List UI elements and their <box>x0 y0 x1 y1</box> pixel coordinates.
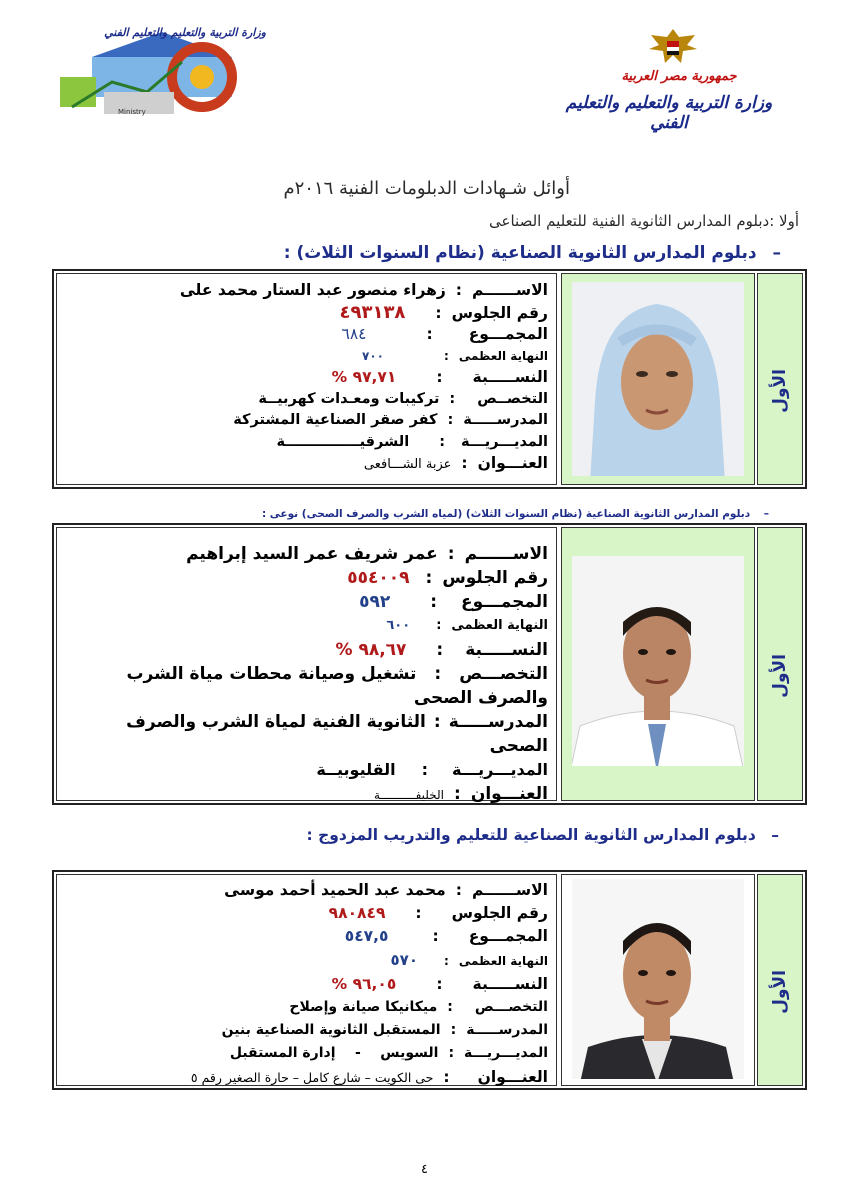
percentage: ٩٧,٧١ % <box>331 368 397 386</box>
photo-cell <box>561 527 755 801</box>
total-row: المجمـــوع : ٦٨٤ <box>65 324 548 346</box>
ministry-name: وزارة التربية والتعليم والتعليم الفني <box>565 93 773 133</box>
pct-label: النســـــبة <box>465 640 548 660</box>
rank-cell <box>757 273 803 485</box>
page-number: ٤ <box>421 1162 428 1177</box>
percentage: ٩٨,٦٧ % <box>335 640 407 660</box>
address: عزبة الشـــافعى <box>363 457 452 472</box>
total-score: ٥٩٢ <box>359 592 391 612</box>
section-heading-3 <box>307 826 779 844</box>
pct-row: النســـــبة : ٩٨,٦٧ % <box>335 640 548 660</box>
spec-row: التخصــص : تركيبات ومعـدات كهربيــة <box>65 389 548 411</box>
school-label: المدرســـــة <box>466 1022 548 1039</box>
directorate-row: المديـــريـــة : السويس - إدارة المستقبل <box>65 1042 548 1065</box>
name-row: الاســــــم : زهراء منصور عبد الستار محمد على <box>65 280 548 302</box>
total-row: المجمـــوع : ٥٤٧,٥ <box>65 925 548 948</box>
directorate: السويس - إدارة المستقبل <box>229 1045 439 1062</box>
republic-name: جمهورية مصر العربية <box>621 69 737 84</box>
name-label: الاســــــم <box>464 544 548 564</box>
section-text: دبلوم المدارس الثانوية الصناعية (نظام السنوات الثلاث) (لمياه الشرب والصرف الصحى) نوعى : <box>261 508 751 520</box>
first-line: أولا :دبلوم المدارس الثانوية الفنية للتعليم الصناعى <box>489 212 799 230</box>
seat-number: ٥٥٤٠٠٩ <box>347 568 410 588</box>
section-heading-1 <box>284 243 781 263</box>
section-dash: – <box>772 243 781 263</box>
max-label: النهاية العظمى <box>458 953 548 968</box>
school-row: المدرســـــة : المستقبل الثانوية الصناعية بنين <box>65 1019 548 1042</box>
spec-label: التخصـــص <box>459 664 548 684</box>
rank-label: الأول <box>770 369 790 413</box>
address-label: العنـــوان <box>477 454 548 472</box>
section-text: دبلوم المدارس الثانوية الصناعية (نظام السنوات الثلاث) : <box>283 243 757 263</box>
address: الخليفــــــــــة <box>374 788 444 802</box>
ministry-logo-right <box>549 25 789 133</box>
name-row: الاســــــم : محمد عبد الحميد أحمد موسى <box>65 879 548 902</box>
total-label: المجمـــوع <box>461 592 548 612</box>
total-label: المجمـــوع <box>468 927 548 946</box>
spec-row: التخصـــص : ميكانيكا صيانة وإصلاح <box>65 996 548 1019</box>
address-label: العنـــوان <box>477 1067 548 1086</box>
total-label: المجمـــوع <box>468 325 548 343</box>
address: حى الكويت – شارع كامل – حارة الصغير رقم ٥ <box>190 1069 434 1085</box>
seat-row: رقم الجلوس : ٩٨٠٨٤٩ <box>65 902 548 925</box>
rank-label: الأول <box>770 970 790 1014</box>
pct-label: النســـــبة <box>472 368 548 386</box>
school-name: الثانوية الفنية لمياة الشرب والصرف الصحى <box>126 712 548 756</box>
directorate-label: المديـــريـــة <box>461 433 548 450</box>
max-row: النهاية العظمى : ٥٧٠ <box>65 949 548 973</box>
directorate: القليوبيــة <box>316 760 396 779</box>
student-name: زهراء منصور عبد الستار محمد على <box>179 281 446 299</box>
photo-cell <box>561 273 755 485</box>
directorate-row: المديـــريـــة : القليوبيــة <box>65 758 548 782</box>
eagle-emblem-icon <box>643 25 703 69</box>
photo-cell <box>561 874 755 1086</box>
seat-row: رقم الجلوس : ٤٩٣١٣٨ <box>339 301 548 323</box>
spec-label: التخصــص <box>477 390 548 407</box>
rank-cell <box>757 874 803 1086</box>
directorate-row: المديـــريـــة : الشرقيـــــــــــــــة <box>65 432 548 454</box>
student-card-3 <box>52 870 807 1090</box>
pct-row: النســـــبة : ٩٦,٠٥ % <box>65 973 548 996</box>
directorate-label: المديـــريـــة <box>452 760 548 779</box>
name-row: الاســــــم : عمر شريف عمر السيد إبراهيم <box>186 544 548 564</box>
address-row: العنـــوان : حى الكويت – شارع كامل – حارة الصغير رقم ٥ <box>65 1066 548 1089</box>
school-label: المدرســـــة <box>463 412 548 428</box>
total-score: ٦٨٤ <box>341 325 367 343</box>
ministry-logo-left <box>52 22 274 122</box>
spec-row: التخصـــص:تشغيل وصيانة محطات مياة الشرب والصرف الصحى <box>126 664 548 708</box>
max-label: النهاية العظمى <box>458 348 548 363</box>
seat-label: رقم الجلوس <box>442 568 548 588</box>
student-card-2 <box>52 523 807 805</box>
rank-cell <box>757 527 803 801</box>
section-heading-2 <box>262 508 769 520</box>
max-row: النهاية العظمى : ٧٠٠ <box>65 346 548 368</box>
seat-number: ٤٩٣١٣٨ <box>339 301 406 323</box>
school-label: المدرســـــة <box>448 712 548 732</box>
left-logo-text: وزارة التربية والتعليم والتعليم الفني <box>104 26 266 39</box>
seat-row: رقم الجلوس : ٥٥٤٠٠٩ <box>347 568 548 588</box>
max-row: النهاية العظمى : ٦٠٠ <box>65 614 548 638</box>
student-photo <box>572 879 744 1079</box>
specialization: تشغيل وصيانة محطات مياة الشرب والصرف الصحى <box>126 664 548 708</box>
max-score: ٧٠٠ <box>362 348 384 363</box>
section-dash: – <box>763 508 769 520</box>
section-dash: – <box>771 826 779 844</box>
student-info <box>56 273 557 485</box>
student-photo <box>572 556 744 766</box>
specialization: تركيبات ومعـدات كهربيــة <box>258 390 440 407</box>
rank-label: الأول <box>770 654 790 698</box>
name-label: الاســــــم <box>471 281 548 299</box>
student-photo <box>572 282 744 476</box>
student-info <box>56 527 557 804</box>
percentage: ٩٦,٠٥ % <box>331 974 397 993</box>
total-row: المجمـــوع : ٥٩٢ <box>359 592 548 612</box>
total-score: ٥٤٧,٥ <box>344 927 389 946</box>
specialization: ميكانيكا صيانة وإصلاح <box>289 999 438 1016</box>
section-text: دبلوم المدارس الثانوية الصناعية للتعليم والتدريب المزدوج : <box>306 826 756 844</box>
max-label: النهاية العظمى <box>451 618 548 633</box>
name-label: الاســــــم <box>471 881 548 899</box>
pct-label: النســـــبة <box>472 974 548 993</box>
address-row: العنـــوان : الخليفــــــــــة <box>65 782 548 807</box>
directorate-label: المديـــريـــة <box>464 1045 548 1062</box>
seat-label: رقم الجلوس <box>451 904 548 923</box>
student-info <box>56 874 557 1086</box>
max-score: ٦٠٠ <box>386 618 411 633</box>
seat-number: ٩٨٠٨٤٩ <box>328 904 386 923</box>
left-logo-sub: Ministry <box>118 108 146 116</box>
page-title: أوائل شـهادات الدبلومات الفنية ٢٠١٦م <box>283 178 570 199</box>
student-name: عمر شريف عمر السيد إبراهيم <box>186 544 438 564</box>
max-score: ٥٧٠ <box>390 950 418 969</box>
school-name: المستقبل الثانوية الصناعية بنين <box>221 1022 441 1039</box>
address-label: العنـــوان <box>470 784 548 804</box>
seat-label: رقم الجلوس <box>451 303 548 322</box>
address-row: العنـــوان : عزبة الشـــافعى <box>65 453 548 476</box>
student-card-1 <box>52 269 807 489</box>
school-name: كفر صقر الصناعية المشتركة <box>233 412 438 428</box>
school-row: المدرســـــة:الثانوية الفنية لمياة الشرب والصرف الصحى <box>126 712 548 756</box>
spec-label: التخصـــص <box>474 999 548 1016</box>
directorate: الشرقيـــــــــــــــة <box>276 433 410 450</box>
pct-row: النســـــبة : ٩٧,٧١ % <box>65 367 548 389</box>
student-name: محمد عبد الحميد أحمد موسى <box>224 881 446 899</box>
school-row: المدرســـــة : كفر صقر الصناعية المشتركة <box>65 410 548 432</box>
